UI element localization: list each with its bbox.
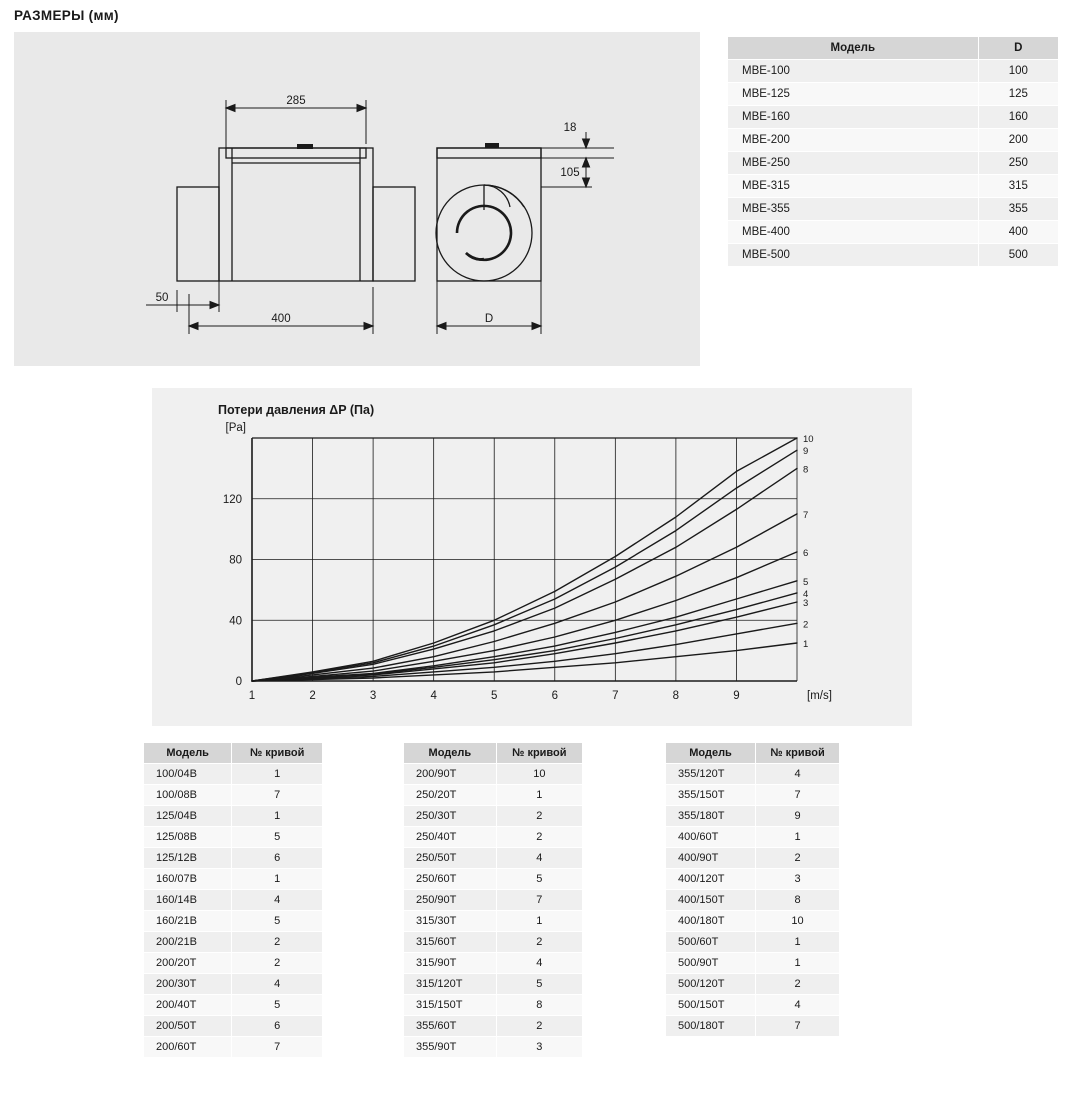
- table-row: [144, 1016, 323, 1037]
- table-row: [666, 932, 840, 953]
- col-curve-no: № кривой: [496, 743, 582, 764]
- dim-D-label: D: [484, 313, 494, 325]
- cell-model: 100/04B: [144, 764, 232, 785]
- cell-model: MBE-160: [728, 106, 979, 129]
- dimensions-drawing: [14, 32, 700, 366]
- table-header-row: [728, 37, 1059, 60]
- cell-model: 400/90T: [666, 848, 756, 869]
- curve-table-2: [403, 742, 583, 1058]
- page-title: РАЗМЕРЫ (мм): [14, 8, 119, 23]
- cell-model: 250/20T: [404, 785, 497, 806]
- cell-model: 500/60T: [666, 932, 756, 953]
- cell-model: 400/120T: [666, 869, 756, 890]
- svg-text:4: 4: [803, 588, 809, 600]
- svg-text:120: 120: [222, 493, 242, 506]
- svg-text:5: 5: [803, 576, 809, 588]
- cell-curve-number: 9: [756, 806, 840, 827]
- cell-curve-number: 6: [232, 848, 323, 869]
- cell-curve-number: 10: [496, 764, 582, 785]
- cell-diameter: 400: [978, 221, 1058, 244]
- table-row: [404, 869, 583, 890]
- cell-curve-number: 1: [756, 932, 840, 953]
- cell-diameter: 250: [978, 152, 1058, 175]
- cell-curve-number: 7: [232, 785, 323, 806]
- cell-curve-number: 1: [232, 806, 323, 827]
- table-row: [728, 221, 1059, 244]
- table-row: [404, 911, 583, 932]
- svg-text:6: 6: [551, 690, 558, 702]
- cell-model: MBE-315: [728, 175, 979, 198]
- cell-model: MBE-125: [728, 83, 979, 106]
- pressure-loss-chart-panel: [152, 388, 912, 726]
- chart-title: Потери давления ΔP (Па): [218, 403, 375, 417]
- cell-curve-number: 2: [756, 848, 840, 869]
- table-header-row: [144, 743, 323, 764]
- cell-model: 315/60T: [404, 932, 497, 953]
- cell-model: MBE-250: [728, 152, 979, 175]
- cell-model: 200/30T: [144, 974, 232, 995]
- cell-diameter: 200: [978, 129, 1058, 152]
- table-row: [728, 175, 1059, 198]
- svg-text:10: 10: [803, 434, 814, 445]
- svg-text:[m/s]: [m/s]: [807, 690, 832, 702]
- svg-text:9: 9: [803, 446, 809, 458]
- cell-curve-number: 5: [232, 995, 323, 1016]
- cell-curve-number: 4: [756, 764, 840, 785]
- table-row: [404, 848, 583, 869]
- cell-model: 200/20T: [144, 953, 232, 974]
- col-curve-no: № кривой: [232, 743, 323, 764]
- svg-text:5: 5: [491, 690, 498, 702]
- table-row: [728, 83, 1059, 106]
- col-d: D: [978, 37, 1058, 60]
- cell-model: MBE-355: [728, 198, 979, 221]
- table-row: [728, 106, 1059, 129]
- cell-model: 250/50T: [404, 848, 497, 869]
- dim-105-label: 105: [560, 167, 580, 179]
- table-row: [144, 911, 323, 932]
- cell-curve-number: 8: [496, 995, 582, 1016]
- cell-model: MBE-100: [728, 60, 979, 83]
- table-row: [144, 995, 323, 1016]
- cell-model: 400/60T: [666, 827, 756, 848]
- cell-curve-number: 8: [756, 890, 840, 911]
- svg-text:1: 1: [248, 690, 256, 702]
- cell-curve-number: 2: [232, 953, 323, 974]
- cell-model: 250/30T: [404, 806, 497, 827]
- table-row: [666, 953, 840, 974]
- table-row: [404, 932, 583, 953]
- table-row: [144, 827, 323, 848]
- dim-50-label: 50: [155, 292, 169, 304]
- table-row: [144, 764, 323, 785]
- table-row: [404, 974, 583, 995]
- cell-model: 160/07B: [144, 869, 232, 890]
- cell-curve-number: 4: [232, 890, 323, 911]
- table-row: [728, 60, 1059, 83]
- cell-model: 315/150T: [404, 995, 497, 1016]
- cell-model: 355/120T: [666, 764, 756, 785]
- cell-model: 160/14B: [144, 890, 232, 911]
- col-model: Модель: [666, 743, 756, 764]
- svg-text:40: 40: [229, 615, 242, 628]
- pressure-loss-chart: [152, 388, 912, 726]
- table-row: [144, 869, 323, 890]
- svg-text:[Pa]: [Pa]: [225, 422, 246, 434]
- cell-model: MBE-500: [728, 244, 979, 267]
- curve-table-3: [665, 742, 840, 1037]
- cell-diameter: 160: [978, 106, 1058, 129]
- cell-model: 125/08B: [144, 827, 232, 848]
- dim-400-label: 400: [271, 313, 291, 325]
- dim-18-label: 18: [563, 122, 577, 134]
- table-row: [144, 932, 323, 953]
- cell-curve-number: 2: [496, 827, 582, 848]
- cell-curve-number: 5: [232, 911, 323, 932]
- table-row: [404, 785, 583, 806]
- table-row: [404, 1037, 583, 1058]
- cell-curve-number: 2: [496, 932, 582, 953]
- cell-curve-number: 5: [496, 974, 582, 995]
- cell-model: 315/30T: [404, 911, 497, 932]
- cell-curve-number: 7: [496, 890, 582, 911]
- cell-curve-number: 7: [756, 1016, 840, 1037]
- svg-text:2: 2: [309, 690, 316, 702]
- svg-text:3: 3: [803, 598, 809, 610]
- cell-curve-number: 2: [496, 806, 582, 827]
- cell-model: 200/90T: [404, 764, 497, 785]
- cell-curve-number: 1: [756, 953, 840, 974]
- table-row: [144, 890, 323, 911]
- model-diameter-table: [727, 36, 1059, 267]
- table-row: [404, 827, 583, 848]
- table-row: [666, 869, 840, 890]
- cell-model: MBE-200: [728, 129, 979, 152]
- cell-curve-number: 4: [232, 974, 323, 995]
- col-model: Модель: [728, 37, 979, 60]
- cell-model: 315/120T: [404, 974, 497, 995]
- table-row: [404, 890, 583, 911]
- table-row: [144, 785, 323, 806]
- cell-curve-number: 1: [496, 911, 582, 932]
- table-row: [666, 911, 840, 932]
- table-row: [144, 1037, 323, 1058]
- cell-curve-number: 1: [232, 764, 323, 785]
- svg-text:8: 8: [803, 464, 809, 476]
- cell-curve-number: 3: [756, 869, 840, 890]
- cell-curve-number: 2: [232, 932, 323, 953]
- cell-model: 500/150T: [666, 995, 756, 1016]
- table-row: [404, 953, 583, 974]
- col-curve-no: № кривой: [756, 743, 840, 764]
- svg-text:6: 6: [803, 547, 809, 559]
- cell-curve-number: 6: [232, 1016, 323, 1037]
- cell-curve-number: 7: [756, 785, 840, 806]
- cell-curve-number: 5: [496, 869, 582, 890]
- table-row: [666, 806, 840, 827]
- cell-model: 355/150T: [666, 785, 756, 806]
- svg-text:3: 3: [369, 690, 377, 702]
- svg-text:9: 9: [733, 690, 740, 702]
- cell-model: 200/60T: [144, 1037, 232, 1058]
- table-row: [728, 198, 1059, 221]
- cell-curve-number: 10: [756, 911, 840, 932]
- svg-text:7: 7: [803, 509, 809, 521]
- cell-model: 250/90T: [404, 890, 497, 911]
- cell-curve-number: 1: [496, 785, 582, 806]
- cell-model: 160/21B: [144, 911, 232, 932]
- cell-model: 250/40T: [404, 827, 497, 848]
- cell-model: 315/90T: [404, 953, 497, 974]
- table-row: [666, 974, 840, 995]
- table-header-row: [404, 743, 583, 764]
- cell-model: 355/60T: [404, 1016, 497, 1037]
- cell-curve-number: 3: [496, 1037, 582, 1058]
- cell-model: MBE-400: [728, 221, 979, 244]
- curve-table-1: [143, 742, 323, 1058]
- table-row: [666, 995, 840, 1016]
- table-row: [144, 974, 323, 995]
- cell-model: 100/08B: [144, 785, 232, 806]
- table-row: [666, 848, 840, 869]
- cell-model: 125/12B: [144, 848, 232, 869]
- table-row: [144, 953, 323, 974]
- cell-curve-number: 4: [496, 848, 582, 869]
- cell-model: 400/180T: [666, 911, 756, 932]
- cell-model: 355/180T: [666, 806, 756, 827]
- cell-model: 500/180T: [666, 1016, 756, 1037]
- cell-model: 400/150T: [666, 890, 756, 911]
- svg-text:0: 0: [235, 676, 242, 688]
- cell-model: 125/04B: [144, 806, 232, 827]
- table-row: [728, 129, 1059, 152]
- cell-curve-number: 4: [496, 953, 582, 974]
- cell-diameter: 100: [978, 60, 1058, 83]
- table-row: [404, 995, 583, 1016]
- svg-text:1: 1: [803, 639, 809, 651]
- col-model: Модель: [404, 743, 497, 764]
- cell-model: 500/90T: [666, 953, 756, 974]
- table-row: [144, 848, 323, 869]
- table-row: [144, 806, 323, 827]
- table-row: [404, 764, 583, 785]
- cell-curve-number: 4: [756, 995, 840, 1016]
- svg-text:8: 8: [672, 690, 680, 702]
- cell-curve-number: 7: [232, 1037, 323, 1058]
- table-row: [404, 1016, 583, 1037]
- cell-curve-number: 5: [232, 827, 323, 848]
- cell-model: 200/50T: [144, 1016, 232, 1037]
- table-row: [666, 764, 840, 785]
- cell-diameter: 125: [978, 83, 1058, 106]
- table-row: [728, 244, 1059, 267]
- svg-text:80: 80: [229, 554, 242, 567]
- cell-diameter: 500: [978, 244, 1058, 267]
- svg-text:7: 7: [612, 690, 619, 702]
- dim-285-label: 285: [286, 95, 306, 107]
- cell-model: 250/60T: [404, 869, 497, 890]
- table-row: [404, 806, 583, 827]
- svg-text:2: 2: [803, 619, 809, 631]
- cell-model: 355/90T: [404, 1037, 497, 1058]
- cell-model: 500/120T: [666, 974, 756, 995]
- cell-diameter: 355: [978, 198, 1058, 221]
- cell-model: 200/21B: [144, 932, 232, 953]
- table-row: [666, 827, 840, 848]
- svg-text:4: 4: [430, 690, 437, 702]
- table-row: [666, 785, 840, 806]
- table-row: [666, 890, 840, 911]
- cell-curve-number: 1: [232, 869, 323, 890]
- cell-diameter: 315: [978, 175, 1058, 198]
- cell-curve-number: 2: [496, 1016, 582, 1037]
- table-row: [666, 1016, 840, 1037]
- dimensions-diagram-panel: [14, 32, 700, 366]
- cell-curve-number: 2: [756, 974, 840, 995]
- cell-model: 200/40T: [144, 995, 232, 1016]
- col-model: Модель: [144, 743, 232, 764]
- cell-curve-number: 1: [756, 827, 840, 848]
- table-header-row: [666, 743, 840, 764]
- table-row: [728, 152, 1059, 175]
